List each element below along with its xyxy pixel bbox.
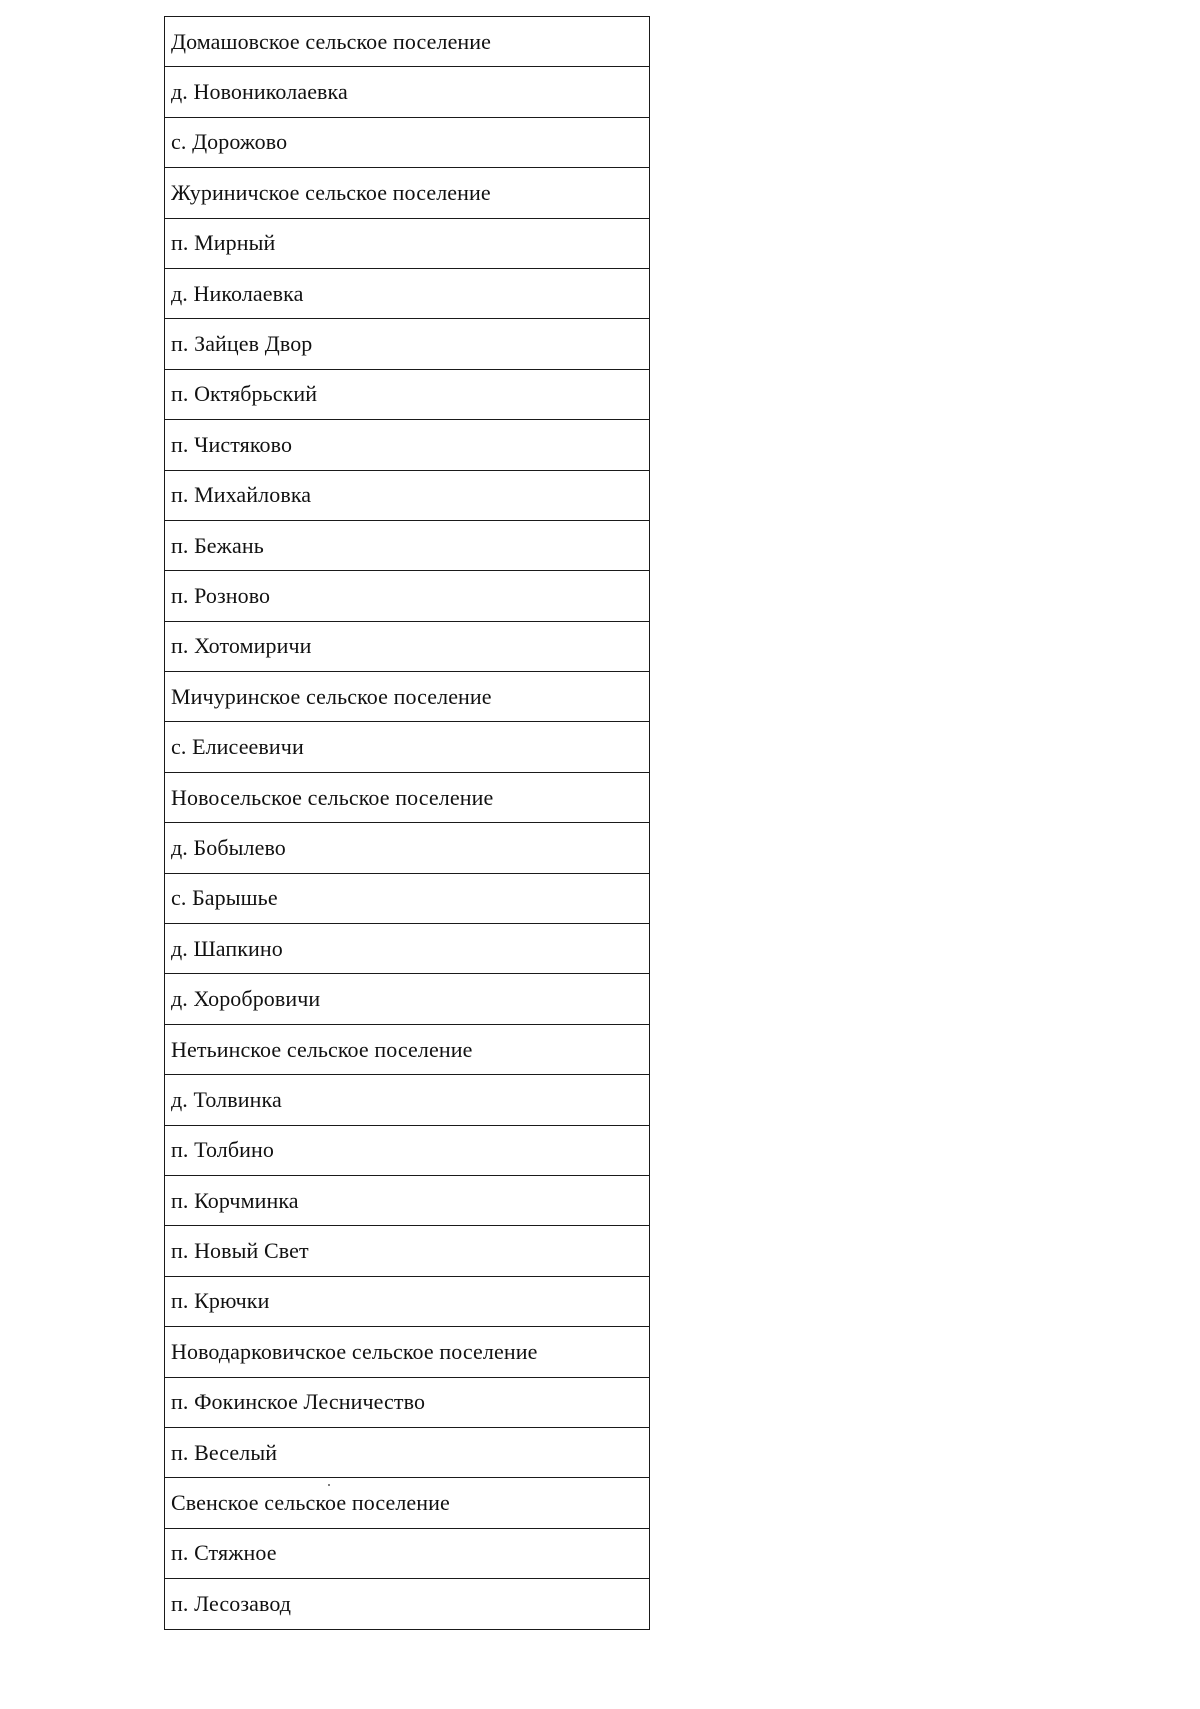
table-cell-settlement: п. Толбино — [165, 1125, 650, 1175]
table-cell-settlement: п. Октябрьский — [165, 369, 650, 419]
table-cell-settlement: п. Корчминка — [165, 1175, 650, 1225]
table-cell-settlement: д. Николаевка — [165, 268, 650, 318]
table-cell-settlement: п. Веселый — [165, 1427, 650, 1477]
table-cell-settlement: Нетьинское сельское поселение — [165, 1024, 650, 1074]
table-row — [165, 672, 650, 722]
settlements-table-body — [165, 17, 650, 1630]
settlements-table-container — [164, 16, 650, 1630]
scan-speck — [328, 1484, 330, 1486]
table-cell-settlement: п. Бежань — [165, 520, 650, 570]
table-cell-settlement: д. Бобылево — [165, 823, 650, 873]
table-row — [165, 823, 650, 873]
table-row — [165, 168, 650, 218]
table-row — [165, 268, 650, 318]
table-cell-settlement: п. Хотомиричи — [165, 621, 650, 671]
table-cell-settlement: д. Толвинка — [165, 1075, 650, 1125]
table-cell-settlement: с. Елисеевичи — [165, 722, 650, 772]
table-cell-settlement: с. Барышье — [165, 873, 650, 923]
table-cell-settlement: п. Мирный — [165, 218, 650, 268]
table-row — [165, 369, 650, 419]
table-row — [165, 67, 650, 117]
table-row — [165, 1075, 650, 1125]
table-row — [165, 974, 650, 1024]
table-row — [165, 1528, 650, 1578]
table-row — [165, 1175, 650, 1225]
table-row — [165, 621, 650, 671]
table-cell-settlement: п. Михайловка — [165, 470, 650, 520]
table-cell-settlement: д. Шапкино — [165, 924, 650, 974]
table-cell-settlement: п. Розново — [165, 571, 650, 621]
table-row — [165, 1125, 650, 1175]
table-cell-settlement: п. Зайцев Двор — [165, 319, 650, 369]
table-cell-settlement: п. Лесозавод — [165, 1579, 650, 1629]
table-cell-settlement: Журиничское сельское поселение — [165, 168, 650, 218]
table-row — [165, 1478, 650, 1528]
table-row — [165, 1327, 650, 1377]
table-row — [165, 319, 650, 369]
table-row — [165, 1226, 650, 1276]
table-row — [165, 924, 650, 974]
table-cell-settlement: п. Новый Свет — [165, 1226, 650, 1276]
table-cell-settlement: п. Фокинское Лесничество — [165, 1377, 650, 1427]
table-row — [165, 1024, 650, 1074]
table-cell-settlement: п. Крючки — [165, 1276, 650, 1326]
table-row — [165, 722, 650, 772]
table-row — [165, 1276, 650, 1326]
table-row — [165, 1427, 650, 1477]
table-cell-settlement: Домашовское сельское поселение — [165, 17, 650, 67]
table-cell-settlement: Свенское сельское поселение — [165, 1478, 650, 1528]
table-row — [165, 117, 650, 167]
table-row — [165, 470, 650, 520]
table-cell-settlement: с. Дорожово — [165, 117, 650, 167]
table-row — [165, 1377, 650, 1427]
table-row — [165, 873, 650, 923]
table-row — [165, 571, 650, 621]
table-row — [165, 218, 650, 268]
table-cell-settlement: п. Чистяково — [165, 420, 650, 470]
table-row — [165, 420, 650, 470]
table-row — [165, 772, 650, 822]
table-cell-settlement: д. Хоробровичи — [165, 974, 650, 1024]
table-row — [165, 520, 650, 570]
table-cell-settlement: п. Стяжное — [165, 1528, 650, 1578]
table-cell-settlement: д. Новониколаевка — [165, 67, 650, 117]
table-row — [165, 1579, 650, 1629]
settlements-table — [164, 16, 650, 1630]
table-cell-settlement: Новодарковичское сельское поселение — [165, 1327, 650, 1377]
table-cell-settlement: Мичуринское сельское поселение — [165, 672, 650, 722]
table-cell-settlement: Новосельское сельское поселение — [165, 772, 650, 822]
table-row — [165, 17, 650, 67]
